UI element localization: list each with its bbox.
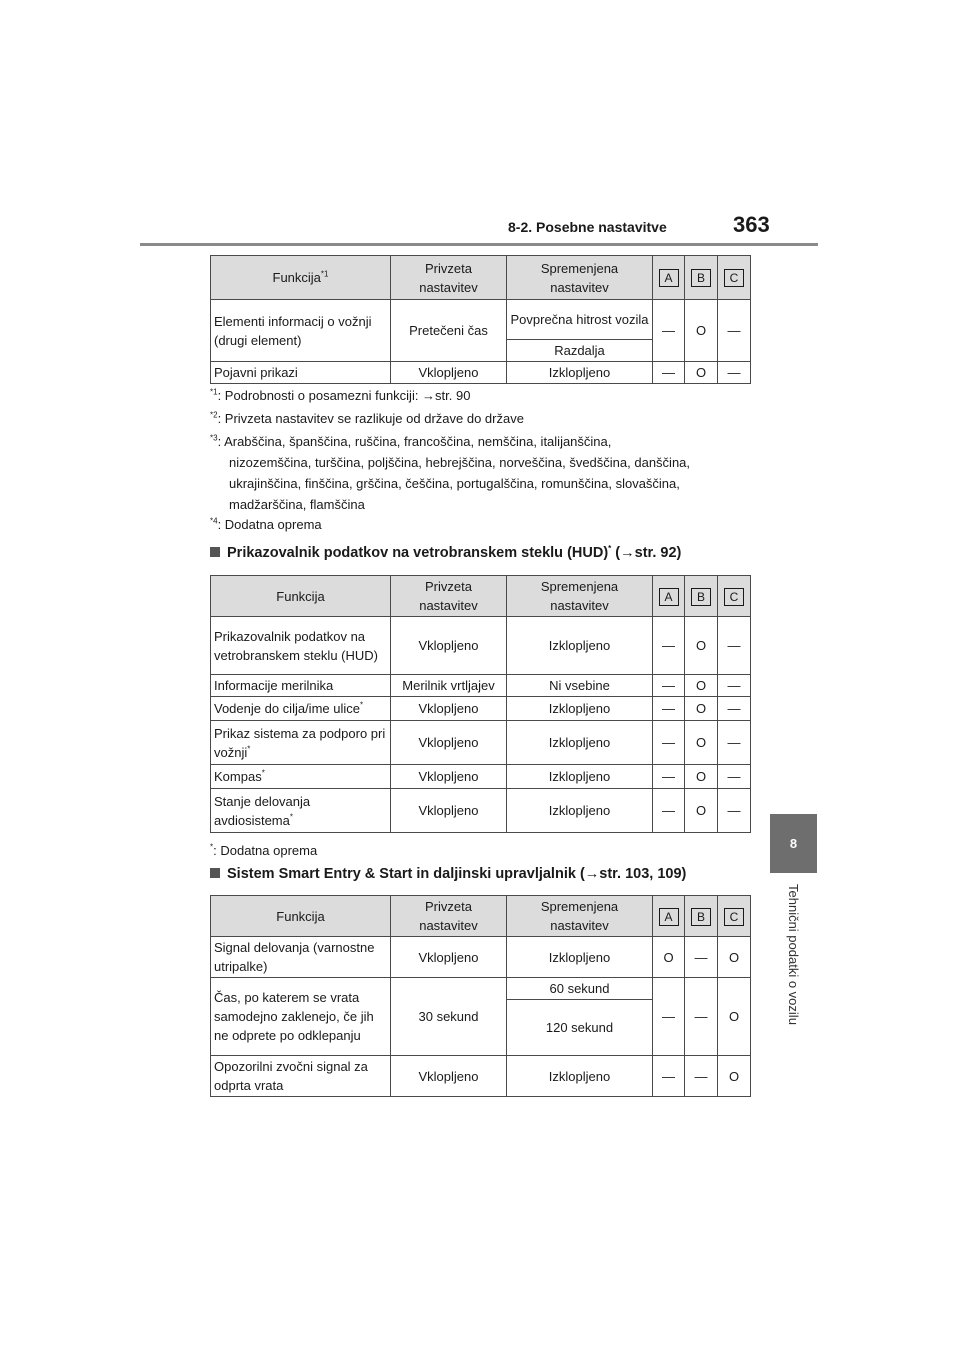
- cell-default: Vklopljeno: [391, 789, 507, 833]
- cell-b: O: [685, 789, 718, 833]
- cell-b: —: [685, 978, 718, 1056]
- col-header-c: C: [718, 256, 751, 300]
- cell-function: Informacije merilnika: [211, 675, 391, 697]
- cell-changed: Povprečna hitrost vozila: [507, 300, 653, 340]
- cell-changed: Izklopljeno: [507, 721, 653, 765]
- subheading-smart-entry: Sistem Smart Entry & Start in daljinski upravljalnik (→str. 103, 109): [210, 866, 686, 882]
- col-header-default: Privzeta nastavitev: [391, 576, 507, 617]
- cell-function: Vodenje do cilja/ime ulice*: [211, 697, 391, 721]
- cell-c: —: [718, 362, 751, 384]
- cell-function: Stanje delovanja avdiosistema*: [211, 789, 391, 833]
- cell-a: O: [653, 937, 685, 978]
- col-header-function: Funkcija: [211, 576, 391, 617]
- col-header-b: B: [685, 256, 718, 300]
- cell-default: 30 sekund: [391, 978, 507, 1056]
- footnote-optional: *: Dodatna oprema: [210, 842, 318, 858]
- cell-b: —: [685, 937, 718, 978]
- cell-changed: Izklopljeno: [507, 362, 653, 384]
- cell-a: —: [653, 697, 685, 721]
- cell-default: Vklopljeno: [391, 937, 507, 978]
- header-rule: [140, 243, 818, 246]
- cell-function: Opozorilni zvočni signal za odprta vrata: [211, 1056, 391, 1097]
- col-header-a: A: [653, 576, 685, 617]
- cell-c: —: [718, 721, 751, 765]
- cell-function: Signal delovanja (varnostne utripalke): [211, 937, 391, 978]
- cell-function: Prikaz sistema za podporo pri vožnji*: [211, 721, 391, 765]
- cell-b: O: [685, 765, 718, 789]
- cell-c: O: [718, 978, 751, 1056]
- cell-c: —: [718, 765, 751, 789]
- cell-default: Vklopljeno: [391, 1056, 507, 1097]
- cell-a: —: [653, 721, 685, 765]
- cell-function: Kompas*: [211, 765, 391, 789]
- cell-default: Pretečeni čas: [391, 300, 507, 362]
- col-header-a: A: [653, 896, 685, 937]
- chapter-number: 8: [789, 836, 798, 851]
- col-header-function: Funkcija: [211, 896, 391, 937]
- cell-b: O: [685, 300, 718, 362]
- square-bullet-icon: [210, 868, 220, 878]
- cell-changed: Izklopljeno: [507, 617, 653, 675]
- cell-c: —: [718, 789, 751, 833]
- cell-function: Prikazovalnik podatkov na vetrobranskem steklu (HUD): [211, 617, 391, 675]
- cell-c: O: [718, 1056, 751, 1097]
- chapter-tab[interactable]: [770, 814, 817, 873]
- cell-changed: Izklopljeno: [507, 937, 653, 978]
- cell-a: —: [653, 362, 685, 384]
- chapter-title: Tehnični podatki o vozilu: [786, 884, 801, 1025]
- cell-changed: Razdalja: [507, 340, 653, 362]
- footnote-3: $^{*3}$: Arabščina, španščina, ruščina, francoščina, nemščina, italijanščina, nizozemščina, turščina, poljščina, hebrejščina, norveščina, švedščina, danščina, ukrajinščina, finščina, grščina, češčina, portugalščina, romunščina, slovaščina, madžarščina, flamščina: [210, 433, 691, 512]
- col-header-default: Privzeta nastavitev: [391, 896, 507, 937]
- col-header-function: Funkcija$^{*1}$: [211, 256, 391, 300]
- section-title: 8-2. Posebne nastavitve: [508, 219, 667, 235]
- cell-a: —: [653, 675, 685, 697]
- cell-a: —: [653, 789, 685, 833]
- col-header-changed: Spremenjena nastavitev: [507, 576, 653, 617]
- col-header-a: A: [653, 256, 685, 300]
- cell-c: —: [718, 675, 751, 697]
- cell-changed: 60 sekund: [507, 978, 653, 1000]
- cell-changed: Izklopljeno: [507, 789, 653, 833]
- page-number: 363: [733, 212, 770, 237]
- cell-b: O: [685, 675, 718, 697]
- square-bullet-icon: [210, 547, 220, 557]
- cell-a: —: [653, 978, 685, 1056]
- settings-table-smart-entry: [210, 895, 751, 1097]
- settings-table-drive-info: [210, 255, 751, 384]
- footnote-2: $^{*2}$: Privzeta nastavitev se razlikuje od države do države: [210, 410, 524, 426]
- cell-default: Vklopljeno: [391, 765, 507, 789]
- cell-b: O: [685, 697, 718, 721]
- cell-changed: Izklopljeno: [507, 765, 653, 789]
- cell-changed: Izklopljeno: [507, 1056, 653, 1097]
- cell-default: Vklopljeno: [391, 697, 507, 721]
- cell-a: —: [653, 1056, 685, 1097]
- footnote-4: $^{*4}$: Dodatna oprema: [210, 516, 322, 532]
- cell-b: O: [685, 362, 718, 384]
- cell-c: —: [718, 617, 751, 675]
- cell-default: Vklopljeno: [391, 617, 507, 675]
- cell-c: O: [718, 937, 751, 978]
- cell-a: —: [653, 765, 685, 789]
- col-header-changed: Spremenjena nastavitev: [507, 256, 653, 300]
- cell-function: Elementi informacij o vožnji (drugi element): [211, 300, 391, 362]
- cell-c: —: [718, 697, 751, 721]
- subheading-hud: Prikazovalnik podatkov na vetrobranskem steklu (HUD)* (→str. 92): [210, 545, 681, 561]
- col-header-default: Privzeta nastavitev: [391, 256, 507, 300]
- col-header-c: C: [718, 896, 751, 937]
- cell-a: —: [653, 617, 685, 675]
- col-header-changed: Spremenjena nastavitev: [507, 896, 653, 937]
- footnote-1: $^{*1}$: Podrobnosti o posamezni funkciji: →str. 90: [210, 387, 471, 403]
- cell-b: O: [685, 617, 718, 675]
- cell-changed: 120 sekund: [507, 1000, 653, 1056]
- cell-changed: Ni vsebine: [507, 675, 653, 697]
- col-header-b: B: [685, 896, 718, 937]
- cell-changed: Izklopljeno: [507, 697, 653, 721]
- cell-function: Čas, po katerem se vrata samodejno zaklenejo, če jih ne odprete po odklepanju: [211, 978, 391, 1056]
- cell-default: Merilnik vrtljajev: [391, 675, 507, 697]
- settings-table-hud: [210, 575, 751, 833]
- cell-c: —: [718, 300, 751, 362]
- cell-default: Vklopljeno: [391, 721, 507, 765]
- cell-b: —: [685, 1056, 718, 1097]
- col-header-b: B: [685, 576, 718, 617]
- cell-a: —: [653, 300, 685, 362]
- cell-default: Vklopljeno: [391, 362, 507, 384]
- col-header-c: C: [718, 576, 751, 617]
- cell-b: O: [685, 721, 718, 765]
- cell-function: Pojavni prikazi: [211, 362, 391, 384]
